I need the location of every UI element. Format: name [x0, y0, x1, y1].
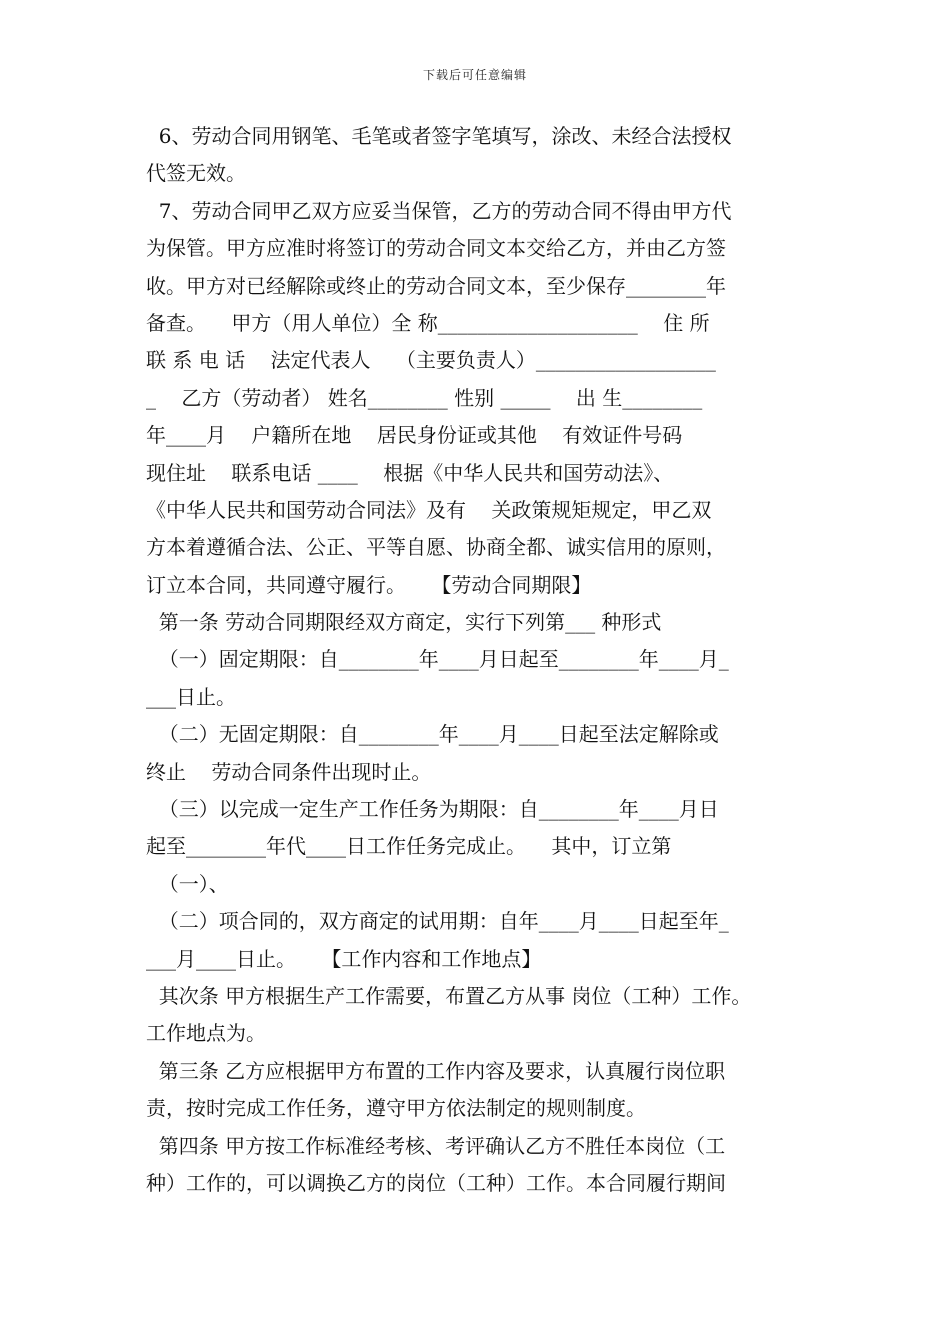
text-line: 《中华人民共和国劳动合同法》及有 关政策规矩规定，甲乙双 — [146, 497, 712, 522]
text-line: 方本着遵循合法、公正、平等自愿、协商全都、诚实信用的原则， — [146, 535, 726, 560]
text-line: ___月____日止。 【工作内容和工作地点】 — [146, 946, 542, 971]
text-line: 种）工作的，可以调换乙方的岗位（工种）工作。本合同履行期间 — [146, 1170, 726, 1195]
text-line: 第一条 劳动合同期限经双方商定，实行下列第___ 种形式 — [146, 610, 662, 635]
text-line: （一）、 — [146, 871, 229, 896]
text-line: ___日止。 — [146, 684, 236, 709]
text-line: 为保管。甲方应准时将签订的劳动合同文本交给乙方，并由乙方签 — [146, 236, 726, 261]
text-line: 收。甲方对已经解除或终止的劳动合同文本，至少保存________年 — [146, 273, 726, 298]
text-line: （三）以完成一定生产工作任务为期限：自________年____月日 — [146, 797, 719, 822]
text-line: 6、劳动合同用钢笔、毛笔或者签字笔填写，涂改、未经合法授权 — [146, 124, 732, 148]
text-line: 起至________年代____日工作任务完成止。 其中，订立第 — [146, 834, 672, 859]
text-line: 第三条 乙方应根据甲方布置的工作内容及要求，认真履行岗位职 — [146, 1058, 726, 1083]
text-line: 工作地点为。 — [146, 1021, 266, 1046]
text-line: 年____月 户籍所在地 居民身份证或其他 有效证件号码 — [146, 423, 683, 448]
text-line: 第四条 甲方按工作标准经考核、考评确认乙方不胜任本岗位（工 — [146, 1133, 726, 1158]
text-line: _ 乙方（劳动者） 姓名________ 性别 _____ 出 生________ — [146, 385, 703, 410]
page-header: 下载后可任意编辑 — [422, 68, 527, 82]
text-line: 现住址 联系电话 ____ 根据《中华人民共和国劳动法》、 — [146, 460, 674, 485]
text-line: 终止 劳动合同条件出现时止。 — [146, 759, 432, 784]
text-line: 责，按时完成工作任务，遵守甲方依法制定的规则制度。 — [146, 1096, 646, 1121]
text-line: 7、劳动合同甲乙双方应妥当保管，乙方的劳动合同不得由甲方代 — [146, 198, 732, 223]
text-line: 其次条 甲方根据生产工作需要，布置乙方从事 岗位（工种）工作。 — [146, 983, 752, 1008]
text-line: 联 系 电 话 法定代表人 （主要负责人）__________________ — [146, 348, 716, 373]
text-line: （一）固定期限：自________年____月日起至________年____月_ — [146, 647, 729, 672]
text-line: （二）项合同的，双方商定的试用期：自年____月____日起至年_ — [146, 909, 729, 934]
text-line: （二）无固定期限：自________年____月____日起至法定解除或 — [146, 722, 719, 747]
text-line: 代签无效。 — [146, 161, 246, 186]
contract-body — [146, 118, 808, 1202]
text-line: 备查。 甲方（用人单位）全 称____________________ 住 所 — [146, 310, 710, 335]
text-line: 订立本合同，共同遵守履行。 【劳动合同期限】 — [146, 572, 592, 597]
